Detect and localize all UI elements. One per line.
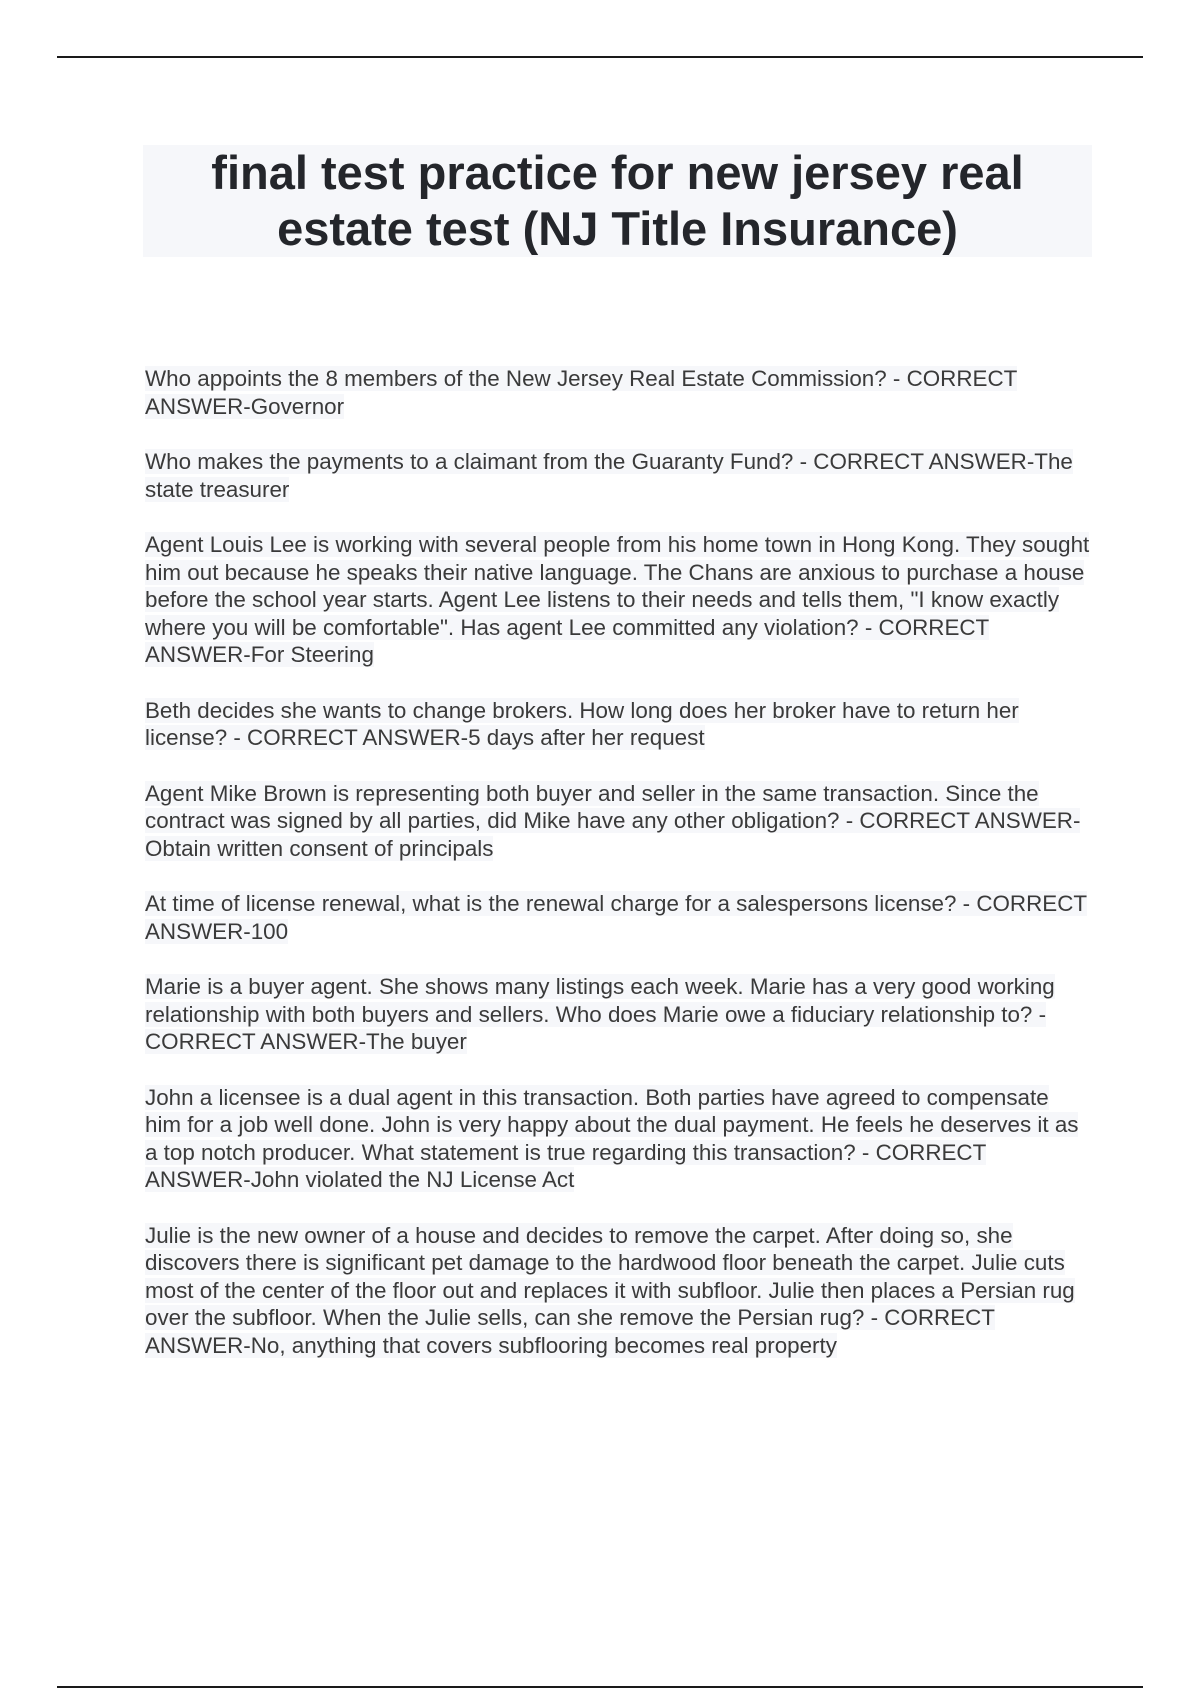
qa-text: Agent Louis Lee is working with several people from his home town in Hong Kong. They sought him out because he speaks their native language. The Chans are anxious to purchase a house before the school year starts. Agent Lee listens to their needs and tells them, "I know exactly where you will be comfortable". Has agent Lee committed any violation? - CORRECT ANSWER-For Steering <box>145 532 1090 667</box>
qa-item <box>145 448 1090 503</box>
qa-text: Marie is a buyer agent. She shows many listings each week. Marie has a very good working relationship with both buyers and sellers. Who does Marie owe a fiduciary relationship to? - CORRECT ANSWER-The buyer <box>145 974 1055 1054</box>
qa-item <box>145 365 1090 420</box>
qa-text: Julie is the new owner of a house and decides to remove the carpet. After doing so, she discovers there is significant pet damage to the hardwood floor beneath the carpet. Julie cuts most of the center of the floor out and replaces it with subfloor. Julie then places a Persian rug over the subfloor. When the Julie sells, can she remove the Persian rug? - CORRECT ANSWER-No, anything that covers subflooring becomes real property <box>145 1222 1075 1358</box>
qa-item <box>145 531 1090 669</box>
qa-text: At time of license renewal, what is the renewal charge for a salespersons license? - CORRECT ANSWER-100 <box>145 891 1088 944</box>
bottom-rule <box>57 1686 1143 1688</box>
qa-item <box>145 890 1090 945</box>
qa-text: Who appoints the 8 members of the New Jersey Real Estate Commission? - CORRECT ANSWER-Governor <box>145 366 1018 419</box>
top-rule <box>57 56 1143 58</box>
qa-list <box>145 365 1090 1387</box>
qa-item <box>145 1222 1090 1360</box>
qa-item <box>145 973 1090 1056</box>
qa-text: Beth decides she wants to change brokers. How long does her broker have to return her license? - CORRECT ANSWER-5 days after her request <box>145 697 1019 750</box>
qa-text: Who makes the payments to a claimant from the Guaranty Fund? - CORRECT ANSWER-The state treasurer <box>145 449 1073 502</box>
qa-item <box>145 780 1090 863</box>
page-title: final test practice for new jersey real estate test (NJ Title Insurance) <box>211 146 1024 255</box>
qa-text: Agent Mike Brown is representing both buyer and seller in the same transaction. Since the contract was signed by all parties, did Mike have any other obligation? - CORRECT ANSWER-Obtain written consent of principals <box>145 780 1081 861</box>
qa-item <box>145 697 1090 752</box>
title-box <box>143 145 1092 257</box>
qa-text: John a licensee is a dual agent in this transaction. Both parties have agreed to compensate him for a job well done. John is very happy about the dual payment. He feels he deserves it as a top notch producer. What statement is true regarding this transaction? - CORRECT ANSWER-John violated the NJ License Act <box>145 1084 1079 1192</box>
qa-item <box>145 1084 1090 1194</box>
